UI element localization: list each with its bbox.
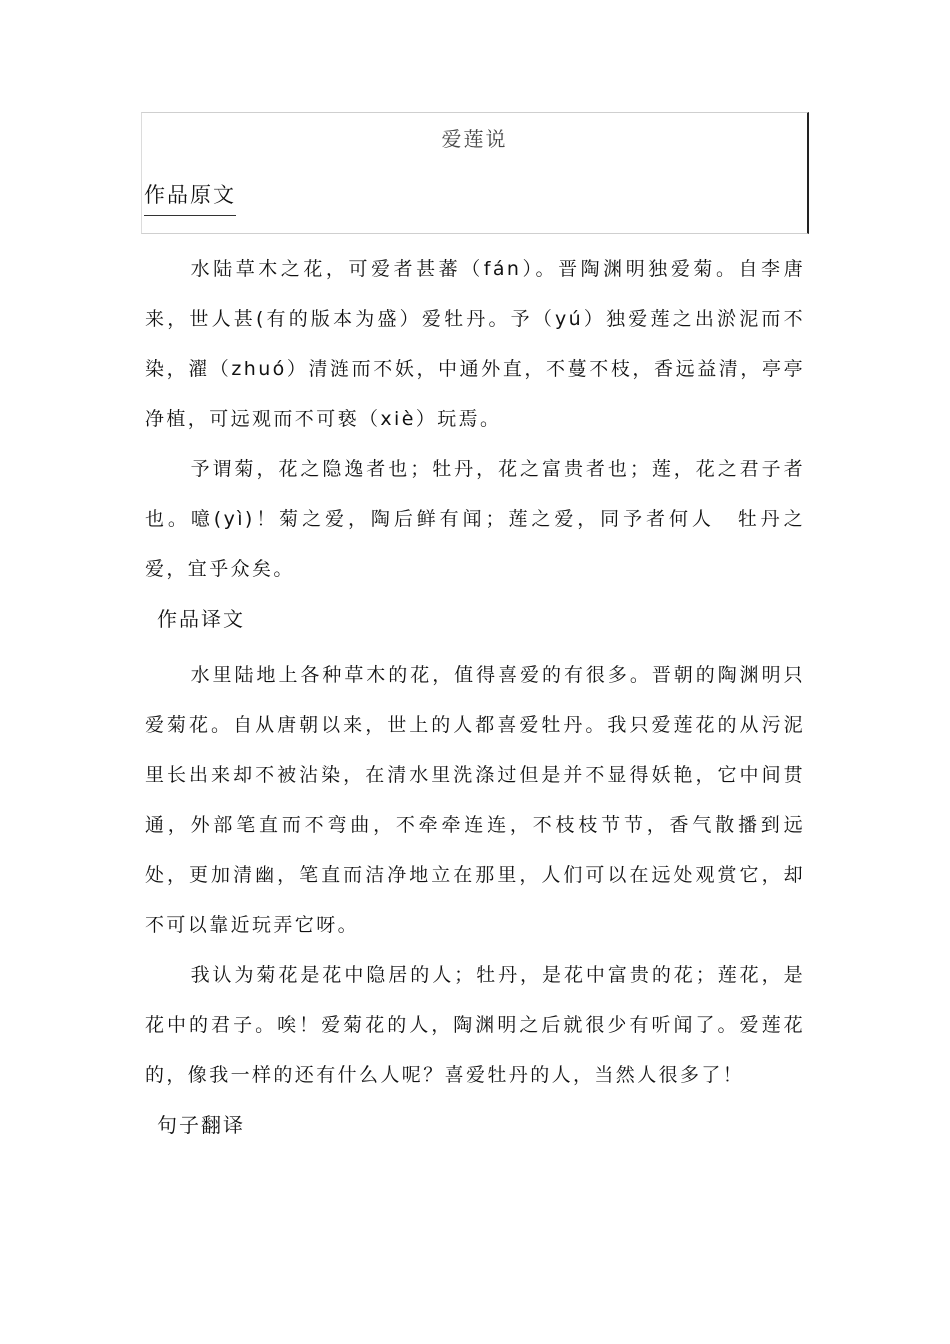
title-box bbox=[141, 112, 809, 234]
original-paragraph-1: 水陆草木之花，可爱者甚蕃（fán）。晋陶渊明独爱菊。自李唐来，世人甚(有的版本为盛）爱牡丹。予（yú）独爱莲之出淤泥而不染，濯（zhuó）清涟而不妖，中通外直，不蔓不枝，香远益清，亭亭净植，可远观而不可亵（xiè）玩焉。 bbox=[145, 258, 805, 430]
document-title: 爱莲说 bbox=[441, 127, 508, 151]
original-paragraph-2: 予谓菊，花之隐逸者也；牡丹，花之富贵者也；莲，花之君子者也。噫(yì)！菊之爱，陶后鲜有闻；莲之爱，同予者何人 牡丹之爱，宜乎众矣。 bbox=[145, 458, 805, 580]
section-heading-sentence: 句子翻译 bbox=[157, 1113, 245, 1137]
translation-paragraph-2: 我认为菊花是花中隐居的人；牡丹，是花中富贵的花；莲花，是花中的君子。唉！爱菊花的人，陶渊明之后就很少有听闻了。爱莲花的，像我一样的还有什么人呢？喜爱牡丹的人，当然人很多了！ bbox=[145, 964, 805, 1086]
section-heading-original: 作品原文 bbox=[144, 179, 236, 216]
translation-paragraph-1: 水里陆地上各种草木的花，值得喜爱的有很多。晋朝的陶渊明只爱菊花。自从唐朝以来，世上的人都喜爱牡丹。我只爱莲花的从污泥里长出来却不被沾染，在清水里洗涤过但是并不显得妖艳，它中间贯通，外部笔直而不弯曲，不牵牵连连，不枝枝节节，香气散播到远处，更加清幽，笔直而洁净地立在那里，人们可以在远处观赏它，却不可以靠近玩弄它呀。 bbox=[145, 664, 805, 936]
document-body bbox=[145, 244, 805, 1150]
section-heading-translation: 作品译文 bbox=[157, 607, 245, 631]
